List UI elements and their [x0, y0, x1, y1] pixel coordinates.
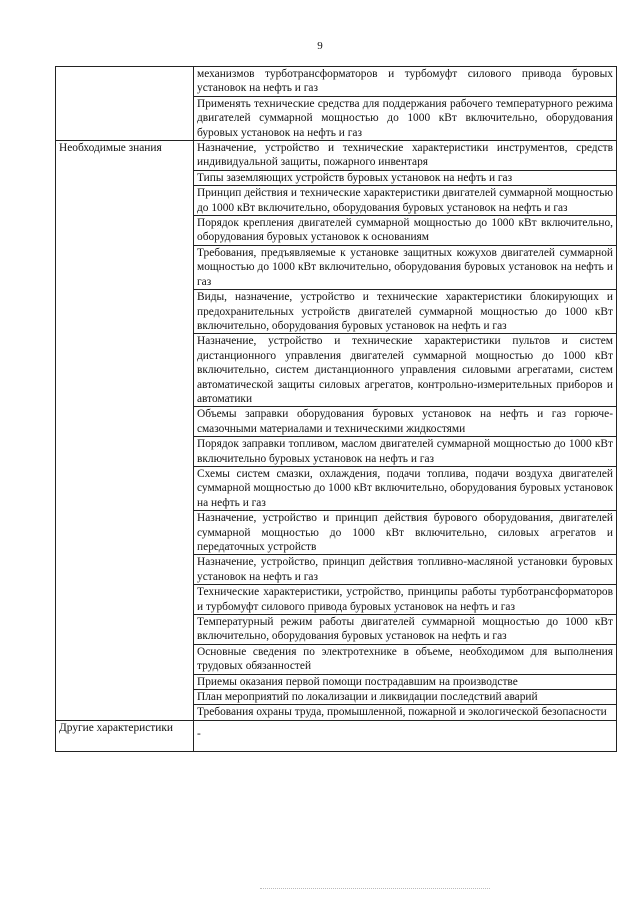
requirement-item: Основные сведения по электротехнике в объеме, необходимом для выполнения трудовых обязанностей — [194, 644, 617, 674]
requirement-item: Требования, предъявляемые к установке защитных кожухов двигателей суммарной мощностью до 1000 кВт включительно, оборудования буровых установок на нефть и газ — [194, 245, 617, 289]
section-label-knowledge: Необходимые знания — [56, 141, 194, 721]
table-row — [56, 141, 617, 171]
section-label-other: Другие характеристики — [56, 720, 194, 751]
requirement-item: Схемы систем смазки, охлаждения, подачи топлива, подачи воздуха двигателей суммарной мощностью до 1000 кВт включительно, оборудования буровых установок на нефть и газ — [194, 466, 617, 510]
requirement-item: механизмов турботрансформаторов и турбомуфт силового привода буровых установок на нефть и газ — [194, 67, 617, 97]
requirement-item: Назначение, устройство и принцип действия бурового оборудования, двигателей суммарной мощностью до 1000 кВт включительно, силовых агрегатов и передаточных устройств — [194, 511, 617, 555]
requirement-item: Принцип действия и технические характеристики двигателей суммарной мощностью до 1000 кВт включительно, оборудования буровых установок на нефть и газ — [194, 186, 617, 216]
requirement-item: Требования охраны труда, промышленной, пожарной и экологической безопасности — [194, 705, 617, 720]
requirement-item: План мероприятий по локализации и ликвидации последствий аварий — [194, 690, 617, 705]
requirement-item: Температурный режим работы двигателей суммарной мощностью до 1000 кВт включительно, оборудования буровых установок на нефть и газ — [194, 615, 617, 645]
requirement-item: Технические характеристики, устройство, принципы работы турботрансформаторов и турбомуфт силового привода буровых установок на нефть и газ — [194, 585, 617, 615]
requirement-item: Виды, назначение, устройство и технические характеристики блокирующих и предохранительных устройств двигателей суммарной мощностью до 1000 кВт включительно, оборудования буровых установок на нефть и газ — [194, 290, 617, 334]
requirements-table — [55, 66, 617, 752]
requirement-item: Применять технические средства для поддержания рабочего температурного режима двигателей суммарной мощностью до 1000 кВт включительно, оборудования буровых установок на нефть и газ — [194, 96, 617, 140]
requirement-item: Порядок крепления двигателей суммарной мощностью до 1000 кВт включительно, оборудования буровых установок к основаниям — [194, 216, 617, 246]
requirement-item: Объемы заправки оборудования буровых установок на нефть и газ горюче-смазочными материалами и техническими жидкостями — [194, 407, 617, 437]
requirement-item: Типы заземляющих устройств буровых установок на нефть и газ — [194, 170, 617, 185]
requirement-item: Назначение, устройство и технические характеристики инструментов, средств индивидуальной защиты, пожарного инвентаря — [194, 141, 617, 171]
requirements-table-body — [56, 67, 617, 752]
requirement-item: Назначение, устройство и технические характеристики пультов и систем дистанционного управления двигателей суммарной мощностью до 1000 кВт включительно, систем дистанционного управления силовыми агрегатами, систем автоматической защиты силовых агрегатов, контрольно-измерительных приборов и автоматики — [194, 334, 617, 407]
table-row — [56, 67, 617, 97]
requirement-item: Назначение, устройство, принцип действия топливно-масляной установки буровых установок на нефть и газ — [194, 555, 617, 585]
section-label-continued — [56, 67, 194, 141]
table-row — [56, 720, 617, 751]
requirement-item: - — [194, 720, 617, 751]
requirement-item: Порядок заправки топливом, маслом двигателей суммарной мощностью до 1000 кВт включительно буровых установок на нефть и газ — [194, 437, 617, 467]
page-number: 9 — [317, 40, 323, 52]
requirement-item: Приемы оказания первой помощи пострадавшим на производстве — [194, 674, 617, 689]
bottom-divider — [260, 888, 490, 889]
